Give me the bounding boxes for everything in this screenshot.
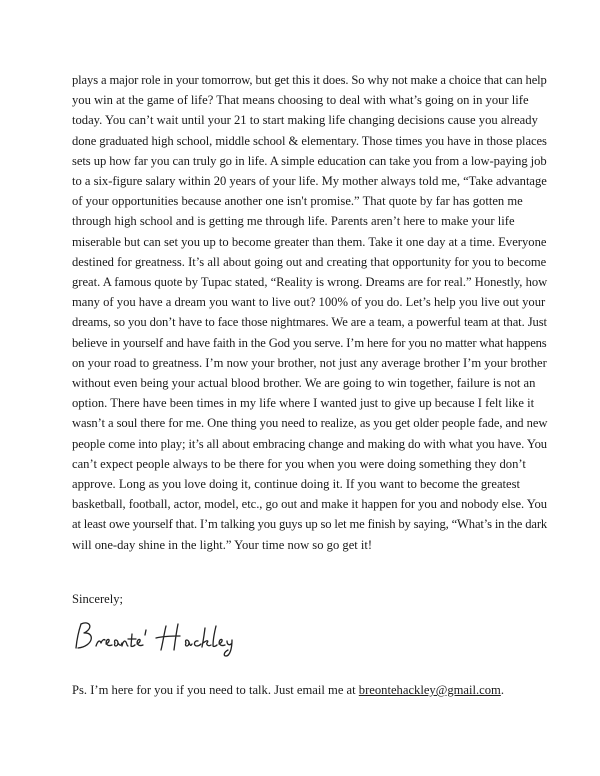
- body-line: through high school and is getting me through life. Parents aren’t here to make your life: [72, 214, 515, 229]
- body-line: approve. Long as you love doing it, continue doing it. If you want to become the greatest: [72, 477, 521, 492]
- email-link[interactable]: breontehackley@gmail.com: [358, 683, 501, 697]
- closing-salutation: Sincerely;: [72, 592, 124, 606]
- body-line: of your opportunities because another one isn't promise.” That quote by far has gotten me: [72, 194, 523, 209]
- body-line: sets up how far you can truly go in life. A simple education can take you from a low-paying job: [72, 153, 547, 168]
- postscript-text: Ps. I’m here for you if you need to talk. Just email me at: [72, 683, 359, 697]
- body-line: many of you have a dream you want to live out? 100% of you do. Let’s help you live out your: [72, 295, 546, 310]
- body-line: believe in yourself and have faith in the God you serve. I’m here for you no matter what happens: [72, 335, 547, 350]
- body-line: at least owe yourself that. I’m talking you guys up so let me finish by saying, “What’s in the dark: [72, 517, 548, 532]
- body-line: without even being your actual blood brother. We are going to win together, failure is not an: [72, 376, 536, 391]
- body-line: to a six-figure salary within 20 years of your life. My mother always told me, “Take advantage: [72, 174, 547, 189]
- body-line: dreams, so you don’t have to face those nightmares. We are a team, a powerful team at that. Just: [72, 315, 547, 330]
- body-line: option. There have been times in my life where I wanted just to give up because I felt like it: [72, 396, 535, 411]
- handwritten-signature: [68, 616, 268, 660]
- body-line: great. A famous quote by Tupac stated, “Reality is wrong. Dreams are for real.” Honestly, how: [72, 275, 548, 290]
- body-line: plays a major role in your tomorrow, but get this it does. So why not make a choice that can help: [72, 73, 547, 87]
- body-line: can’t expect people always to be there for you when you were doing something they don’t: [72, 456, 526, 471]
- letter-body: [72, 70, 547, 555]
- body-line: will one-day shine in the light.” Your time now so go get it!: [72, 537, 373, 552]
- signature-image: [68, 616, 268, 660]
- postscript-end: .: [500, 683, 504, 697]
- body-line: basketball, football, actor, model, etc., go out and make it happen for you and nobody else. You: [72, 497, 548, 512]
- body-line: miserable but can set you up to become greater than them. Take it one day at a time. Everyone: [72, 234, 547, 249]
- body-line: destined for greatness. It’s all about going out and creating that opportunity for you to become: [72, 254, 547, 269]
- body-line: done graduated high school, middle school & elementary. Those times you have in those places: [72, 133, 547, 148]
- body-line: wasn’t a soul there for me. One thing you need to realize, as you get older people fade, and new: [72, 416, 548, 431]
- body-line: you win at the game of life? That means choosing to deal with what’s going on in your life: [72, 93, 529, 108]
- postscript: [72, 683, 504, 698]
- body-line: on your road to greatness. I’m now your brother, not just any average brother I’m your brother: [72, 355, 547, 370]
- body-line: today. You can’t wait until your 21 to start making life changing decisions cause you already: [72, 113, 538, 128]
- body-line: people come into play; it’s all about embracing change and making do with what you have. You: [72, 436, 548, 451]
